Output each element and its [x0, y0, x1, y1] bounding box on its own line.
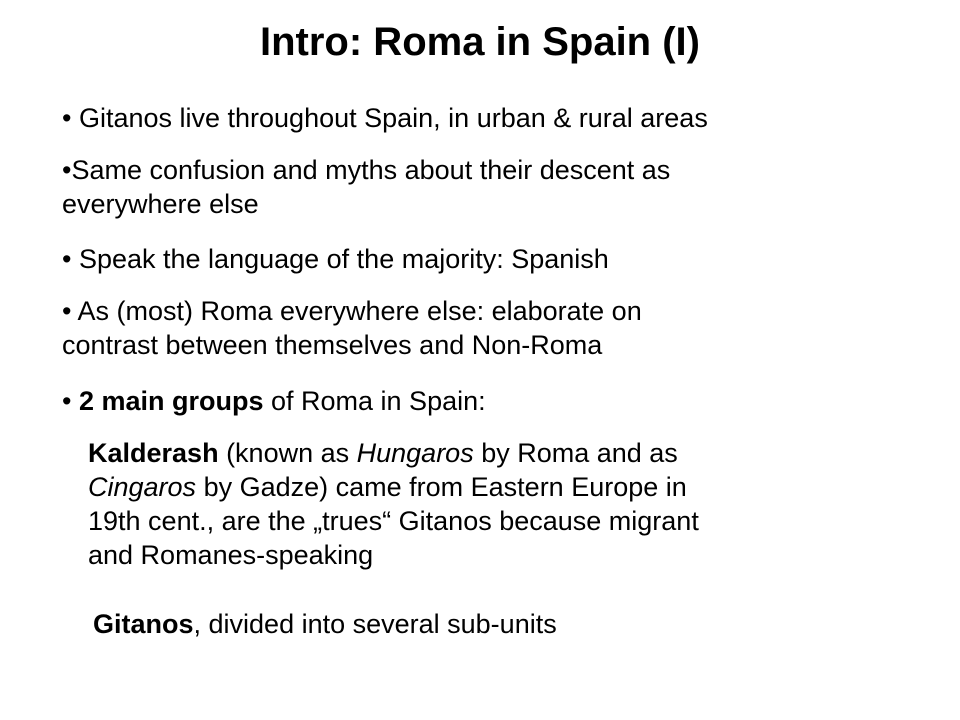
bullet-emphasis: 2 main groups: [78, 386, 264, 416]
subitem-line: 19th cent., are the „trues“ Gitanos because migrant: [88, 506, 699, 536]
subitem-text: by Roma and as: [473, 438, 678, 468]
subitem-line: [88, 436, 928, 470]
bullet-main-groups: [62, 384, 902, 418]
subitem-text: by Gadze) came from Eastern Europe in: [196, 472, 687, 502]
bullet-prefix: •: [62, 386, 79, 416]
group-name: Gitanos: [93, 609, 194, 639]
bullet-text-line: contrast between themselves and Non-Roma: [62, 330, 603, 360]
italic-term: Cingaros: [88, 472, 197, 502]
bullet-text-line: everywhere else: [62, 189, 259, 219]
bullet-language: [62, 242, 902, 276]
bullet-gitanos-live: [62, 101, 902, 135]
italic-term: Hungaros: [356, 438, 474, 468]
bullet-text: of Roma in Spain:: [263, 386, 486, 416]
bullet-text-line: • As (most) Roma everywhere else: elaborate on: [62, 296, 642, 326]
subitem-text: (known as: [218, 438, 357, 468]
bullet-text-line: •Same confusion and myths about their descent as: [62, 155, 671, 185]
bullet-text: • Gitanos live throughout Spain, in urban & rural areas: [62, 103, 708, 133]
subitem-line: and Romanes-speaking: [88, 540, 374, 570]
bullet-text: • Speak the language of the majority: Spanish: [62, 244, 609, 274]
subitem-text: , divided into several sub-units: [193, 609, 557, 639]
group-name: Kalderash: [88, 438, 219, 468]
subitem-gitanos: [93, 607, 933, 641]
subitem-kalderash: [88, 436, 928, 572]
slide-title: Intro: Roma in Spain (I): [260, 20, 700, 64]
bullet-contrast: [62, 294, 902, 362]
bullet-confusion-myths: [62, 153, 902, 221]
subitem-line: [88, 470, 928, 504]
